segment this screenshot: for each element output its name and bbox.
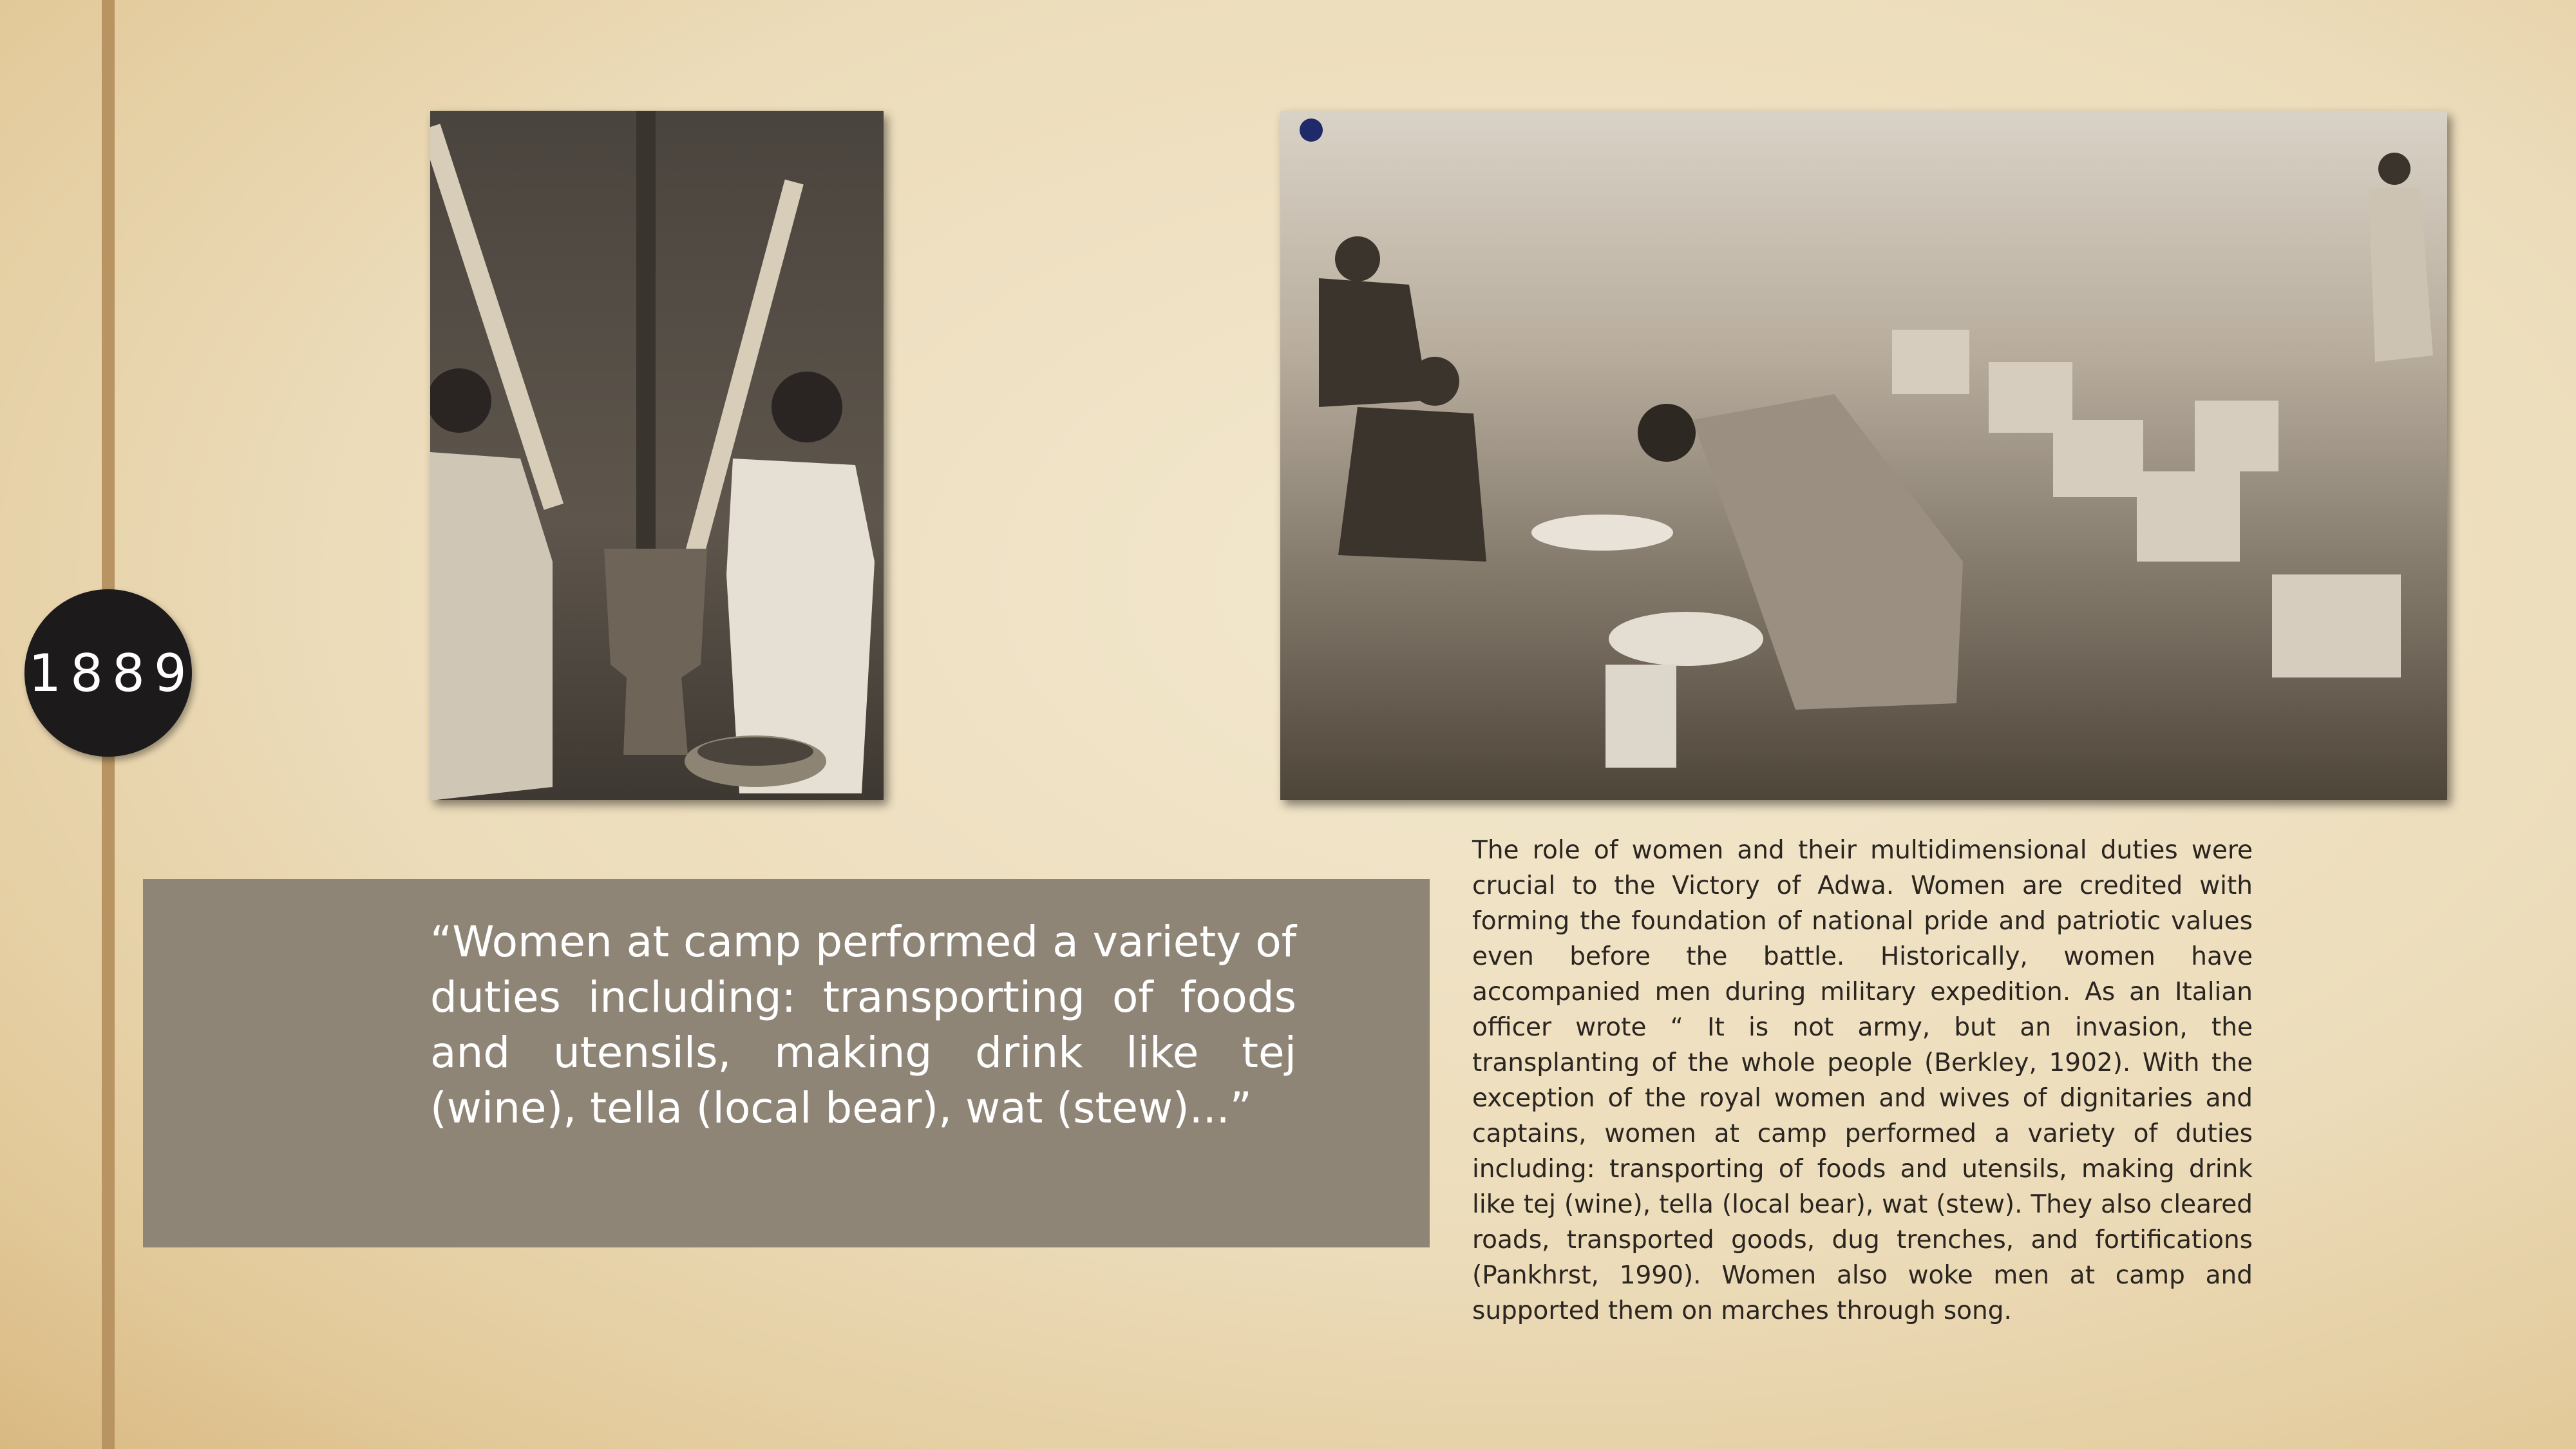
women-baking-at-camp-photo <box>1280 111 2447 800</box>
women-pounding-grain-photo <box>430 111 884 800</box>
year-label: 1889 <box>28 643 196 703</box>
year-badge <box>24 589 196 757</box>
pull-quote: “Women at camp performed a variety of duties including: transporting of foods and utensils, making drink like tej (wine), tella (local bear), wat (stew)...” <box>430 917 1296 1133</box>
body-paragraph: The role of women and their multidimensional duties were crucial to the Victory of Adwa. Women are credited with forming the foundation of national pride and patriotic values even before the battle. Historically, women have accompanied men during military expedition. As an Italian officer wrote “ It is not army, but an invasion, the transplanting of the whole people (Berkley, 1902). With the exception of the royal women and wives of dignitaries and captains, women at camp performed a variety of duties including: transporting of foods and utensils, making drink like tej (wine), tella (local bear), wat (stew). They also cleared roads, transported goods, dug trenches, and fortifications (Pankhrst, 1990). Women also woke men at camp and supported them on marches through song. <box>1472 836 2253 1325</box>
